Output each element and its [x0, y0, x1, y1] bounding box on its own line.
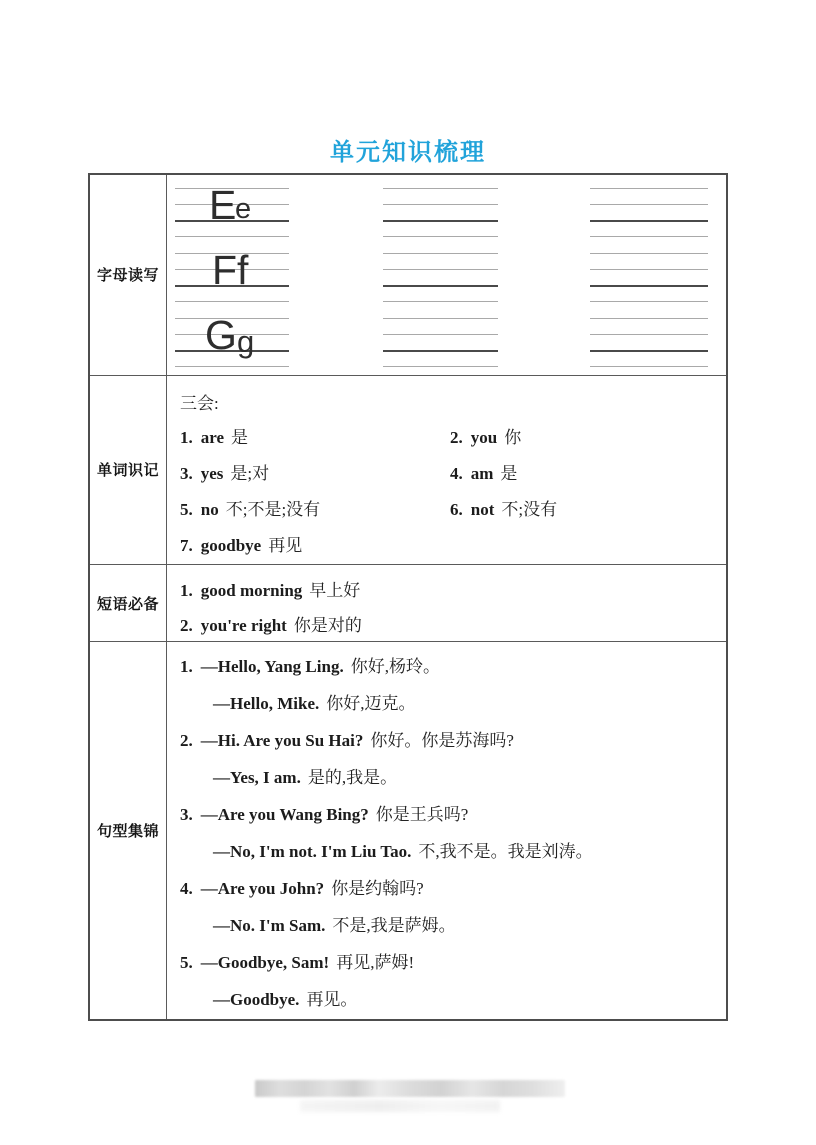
- word-chinese: 不;没有: [501, 499, 558, 519]
- word-chinese: 是: [500, 463, 518, 483]
- letter-g-glyph: g: [237, 324, 255, 359]
- item-number: 1.: [180, 657, 193, 676]
- writing-staff-empty: [383, 188, 498, 237]
- item-number: 5.: [180, 953, 193, 972]
- word-item: [437, 420, 521, 456]
- word-english: not: [470, 499, 495, 519]
- sentence-chinese: 不,我不是。我是刘涛。: [418, 842, 593, 861]
- sentence-line: [167, 871, 726, 908]
- sentence-chinese: 再见,萨姆!: [336, 953, 415, 972]
- staff-line: [383, 318, 498, 319]
- writing-staff-empty: [590, 188, 708, 237]
- staff-baseline: [590, 350, 708, 352]
- word-chinese: 你: [504, 427, 522, 447]
- row-label-letter-writing: 字母读写: [90, 175, 167, 375]
- staff-line: [175, 366, 289, 367]
- item-number: 1.: [180, 581, 193, 600]
- word-line: [167, 420, 726, 456]
- item-number: 5.: [180, 499, 193, 519]
- staff-line: [590, 269, 708, 270]
- word-line: [167, 456, 726, 492]
- staff-line: [383, 366, 498, 367]
- row-essential-phrases: [90, 565, 726, 642]
- blurred-watermark: [255, 1080, 565, 1097]
- item-number: 1.: [180, 427, 193, 447]
- staff-line: [383, 188, 498, 189]
- page-title: 单元知识梳理: [330, 139, 486, 166]
- writing-staff-empty: [590, 318, 708, 367]
- word-item: [437, 456, 517, 492]
- word-english: yes: [200, 463, 224, 483]
- blurred-watermark-faint: [300, 1100, 500, 1112]
- writing-staff-empty: [383, 253, 498, 302]
- staff-line: [590, 236, 708, 237]
- word-list-area: [167, 376, 726, 564]
- sentence-chinese: 你是王兵吗?: [375, 805, 469, 824]
- staff-baseline: [383, 285, 498, 287]
- word-english: no: [200, 499, 219, 519]
- staff-baseline: [383, 220, 498, 222]
- row-label-sentences: 句型集锦: [90, 642, 167, 1019]
- staff-baseline: [590, 285, 708, 287]
- practice-column-2: [383, 175, 498, 375]
- writing-staff-Gg: [175, 312, 289, 367]
- writing-staff-Ee: [175, 182, 289, 237]
- item-number: 3.: [180, 463, 193, 483]
- writing-staff-empty: [383, 318, 498, 367]
- sentence-chinese: 你好,杨玲。: [350, 657, 440, 676]
- staff-line: [590, 334, 708, 335]
- word-item: [437, 492, 557, 528]
- staff-line: [590, 366, 708, 367]
- phrase-english: you're right: [200, 616, 287, 635]
- sentence-english: —Are you John?: [200, 879, 325, 898]
- sentence-list-area: [167, 642, 726, 1019]
- sentence-line: [167, 723, 726, 760]
- phrase-item: [167, 574, 726, 609]
- staff-line: [590, 204, 708, 205]
- sentence-english: —Yes, I am.: [213, 768, 301, 787]
- word-item: [167, 420, 437, 456]
- sentence-line: [167, 686, 726, 723]
- sentence-english: —Hi. Are you Su Hai?: [200, 731, 364, 750]
- practice-column-1: [175, 175, 289, 375]
- staff-line: [590, 318, 708, 319]
- sentence-chinese: 你好,迈克。: [326, 694, 416, 713]
- sentence-line: [167, 982, 726, 1019]
- staff-line: [590, 253, 708, 254]
- sentence-english: —No, I'm not. I'm Liu Tao.: [213, 842, 412, 861]
- row-label-words: 单词识记: [90, 376, 167, 564]
- sentence-english: —No. I'm Sam.: [213, 916, 326, 935]
- sentence-chinese: 再见。: [306, 990, 358, 1009]
- item-number: 7.: [180, 535, 193, 555]
- staff-line: [383, 204, 498, 205]
- sentence-english: —Goodbye, Sam!: [200, 953, 330, 972]
- sentence-line: [167, 834, 726, 871]
- staff-baseline: [590, 220, 708, 222]
- sentence-line: [167, 908, 726, 945]
- word-chinese: 再见: [268, 535, 303, 555]
- sentence-chinese: 你是约翰吗?: [331, 879, 424, 898]
- phrase-chinese: 早上好: [309, 581, 361, 600]
- sentence-chinese: 不是,我是萨姆。: [332, 916, 456, 935]
- item-number: 4.: [180, 879, 193, 898]
- item-number: 6.: [450, 499, 463, 519]
- phrase-english: good morning: [200, 581, 303, 600]
- sentence-line: [167, 649, 726, 686]
- word-chinese: 是: [231, 427, 249, 447]
- word-line: [167, 492, 726, 528]
- practice-column-3: [590, 175, 708, 375]
- staff-line: [383, 253, 498, 254]
- sentence-english: —Hello, Yang Ling.: [200, 657, 344, 676]
- writing-staff-empty: [590, 253, 708, 302]
- item-number: 2.: [180, 731, 193, 750]
- row-word-recognition: [90, 376, 726, 565]
- word-english: am: [470, 463, 494, 483]
- letter-practice-area: [167, 175, 726, 375]
- writing-staff-Ff: [175, 247, 289, 302]
- word-item: [167, 528, 437, 564]
- staff-line: [383, 269, 498, 270]
- phrase-list-area: [167, 565, 726, 641]
- sentence-english: —Hello, Mike.: [213, 694, 320, 713]
- phrase-item: [167, 609, 726, 644]
- sentence-line: [167, 797, 726, 834]
- row-sentence-patterns: [90, 642, 726, 1019]
- item-number: 2.: [180, 616, 193, 635]
- word-english: are: [200, 427, 225, 447]
- sentence-chinese: 你好。你是苏海吗?: [370, 731, 514, 750]
- letter-E-glyph: E: [209, 182, 237, 228]
- word-english: you: [470, 427, 498, 447]
- letter-G-glyph: G: [205, 312, 237, 358]
- knowledge-table: [88, 173, 728, 1021]
- letter-F-glyph: F: [212, 247, 238, 293]
- sentence-english: —Goodbye.: [213, 990, 300, 1009]
- item-number: 3.: [180, 805, 193, 824]
- staff-line: [383, 334, 498, 335]
- word-chinese: 是;对: [230, 463, 270, 483]
- letter-e-glyph: e: [235, 193, 252, 225]
- staff-line: [383, 301, 498, 302]
- sentence-line: [167, 760, 726, 797]
- staff-line: [590, 188, 708, 189]
- row-label-phrases: 短语必备: [90, 565, 167, 641]
- staff-line: [175, 301, 289, 302]
- staff-line: [175, 236, 289, 237]
- word-item: [167, 492, 437, 528]
- word-list-heading: 三会:: [180, 393, 219, 413]
- staff-line: [590, 301, 708, 302]
- letter-f-glyph: f: [237, 247, 249, 293]
- staff-line: [383, 236, 498, 237]
- word-chinese: 不;不是;没有: [225, 499, 321, 519]
- sentence-english: —Are you Wang Bing?: [200, 805, 369, 824]
- phrase-chinese: 你是对的: [293, 616, 362, 635]
- word-item: [167, 456, 437, 492]
- row-letter-writing: [90, 175, 726, 376]
- word-line: [167, 528, 726, 564]
- staff-baseline: [383, 350, 498, 352]
- item-number: 2.: [450, 427, 463, 447]
- sentence-line: [167, 945, 726, 982]
- sentence-chinese: 是的,我是。: [307, 768, 398, 787]
- item-number: 4.: [450, 463, 463, 483]
- word-english: goodbye: [200, 535, 262, 555]
